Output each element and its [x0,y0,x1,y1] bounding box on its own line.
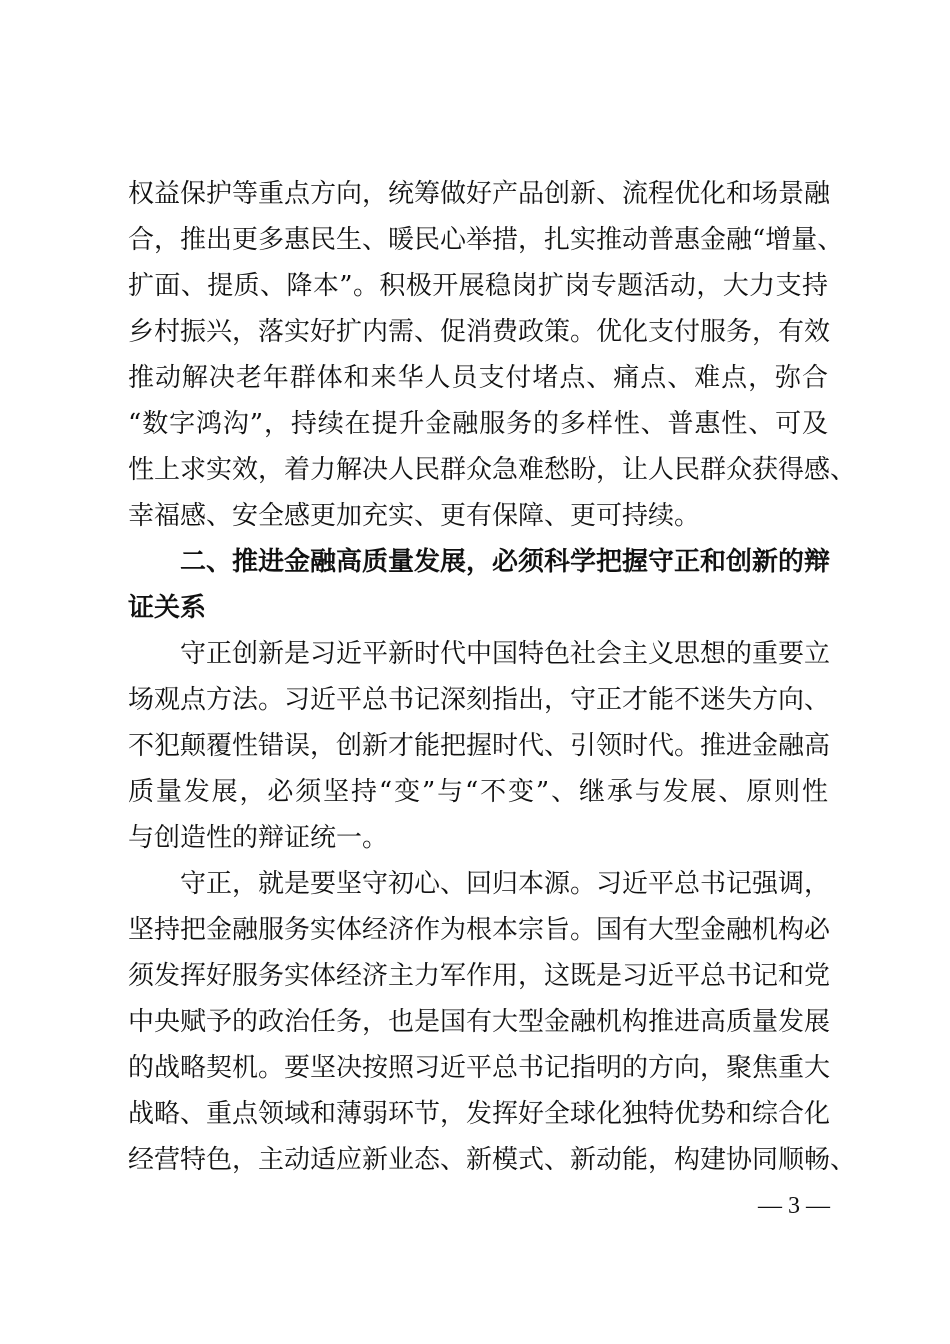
section-heading: 二、推进金融高质量发展，必须科学把握守正和创新的辩 [180,547,831,577]
body-text-line: 权益保护等重点方向，统筹做好产品创新、流程优化和场景融 [128,179,831,209]
body-text-line: 扩面、提质、降本”。积极开展稳岗扩岗专题活动，大力支持 [128,271,828,301]
body-text-line: 性上求实效，着力解决人民群众急难愁盼，让人民群众获得感、 [128,455,857,485]
body-text-line: 经营特色，主动适应新业态、新模式、新动能，构建协同顺畅、 [128,1145,857,1175]
body-text-line: 质量发展，必须坚持“变”与“不变”、继承与发展、原则性 [128,777,828,807]
body-text-line: 合，推出更多惠民生、暖民心举措，扎实推动普惠金融“增量、 [128,225,844,255]
body-text-line: 乡村振兴，落实好扩内需、促消费政策。优化支付服务，有效 [128,317,831,347]
body-text-line: “数字鸿沟”，持续在提升金融服务的多样性、普惠性、可及 [128,409,828,439]
body-text-line: 与创造性的辩证统一。 [128,823,389,853]
body-text-line: 幸福感、安全感更加充实、更有保障、更可持续。 [128,501,701,531]
body-text-line: 的战略契机。要坚决按照习近平总书记指明的方向，聚焦重大 [128,1053,831,1083]
body-text-line: 战略、重点领域和薄弱环节，发挥好全球化独特优势和综合化 [128,1099,831,1129]
body-text-line: 推动解决老年群体和来华人员支付堵点、痛点、难点，弥合 [128,363,828,393]
page-number: — 3 — [758,1193,830,1219]
section-heading: 证关系 [128,593,207,623]
body-text-line: 守正，就是要坚守初心、回归本源。习近平总书记强调， [180,869,831,899]
body-text-line: 守正创新是习近平新时代中国特色社会主义思想的重要立 [180,639,831,669]
body-text-line: 坚持把金融服务实体经济作为根本宗旨。国有大型金融机构必 [128,915,831,945]
body-text-line: 中央赋予的政治任务，也是国有大型金融机构推进高质量发展 [128,1007,831,1037]
body-text-line: 场观点方法。习近平总书记深刻指出，守正才能不迷失方向、 [128,685,831,715]
body-text-line: 不犯颠覆性错误，创新才能把握时代、引领时代。推进金融高 [128,731,831,761]
body-text-line: 须发挥好服务实体经济主力军作用，这既是习近平总书记和党 [128,961,831,991]
